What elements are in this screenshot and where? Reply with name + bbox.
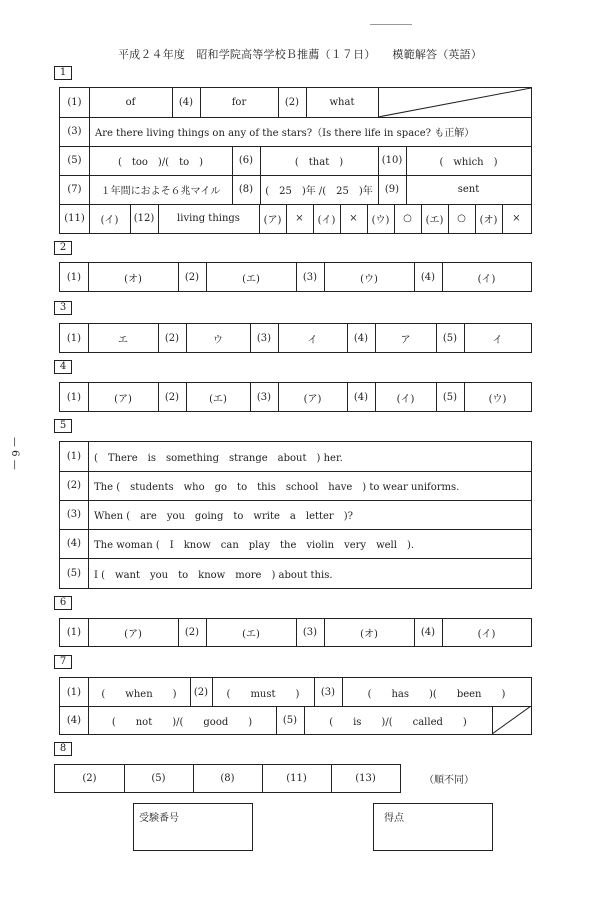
q6-label: (6) [238,155,254,166]
q3-label: (3) [67,126,82,137]
tf-b-answer: × [349,213,358,224]
s8-answer-4: (11) [286,773,307,784]
q8-answer: ( 25 )年 /( 25 )年 [265,186,373,197]
s3-q1-label: (1) [66,332,82,344]
q2-label: (2) [284,97,300,108]
s3-q5-answer: イ [492,334,503,346]
exam-number-label: 受験番号 [139,813,179,824]
s7-q5-answer: ( is )/( called ) [329,716,467,728]
q12-label: (12) [133,213,155,224]
s2-q4-answer: (イ) [477,273,496,285]
s3-q1-answer: エ [118,334,128,346]
s3-q3-answer: イ [307,334,318,346]
tf-b-label: (イ) [317,215,336,226]
s7-q2-label: (2) [193,686,209,698]
q11-answer: (イ) [100,215,119,226]
tf-e-label: (オ) [479,215,498,226]
s2-q2-label: (2) [184,271,200,283]
q1-label: (1) [67,97,82,108]
q4-label: (4) [178,97,194,108]
section-7-answer-table [59,677,532,735]
s6-q3-answer: (オ) [360,629,378,640]
s2-q3-answer: (ウ) [360,273,378,285]
q11-label: (11) [64,213,85,224]
s6-q2-label: (2) [184,627,200,638]
blank-cell-diagonal [378,88,531,117]
s5-q5-answer: I ( want you to know more ) about this. [94,569,333,581]
s4-q3-label: (3) [256,391,272,403]
s2-q2-answer: (エ) [242,273,260,285]
s5-q4-label: (4) [66,538,82,549]
s7-q2-answer: ( must ) [226,688,300,700]
s3-q5-label: (5) [442,332,458,344]
s5-q1-answer: ( There is something strange about ) her. [94,453,343,464]
score-label: 得点 [384,813,404,824]
s3-q4-label: (4) [353,332,369,344]
s6-q3-label: (3) [302,627,318,638]
s5-q1-label: (1) [66,451,82,462]
s7-q4-answer: ( not )/( good ) [111,716,253,728]
s4-q2-answer: (エ) [209,393,227,405]
s3-q2-answer: ウ [213,334,223,346]
top-rule [370,24,412,25]
s4-q3-answer: (ア) [303,393,322,405]
s4-q4-answer: (イ) [396,393,415,405]
s7-q5-label: (5) [282,714,298,726]
q3-answer: Are there living things on any of the stars?（Is there life in space? も正解） [95,128,475,139]
q10-label: (10) [381,155,403,166]
q9-label: (9) [384,184,400,195]
page-number: — 6 — [9,437,20,470]
s3-q3-label: (3) [256,332,272,344]
s6-q4-label: (4) [420,627,436,638]
s4-q2-label: (2) [164,391,180,403]
page-title: 平成２４年度 昭和学院高等学校Ｂ推薦（１７日） 模範解答（英語） [117,48,483,61]
s2-q3-label: (3) [302,271,318,283]
section-number-8: 8 [54,742,72,756]
s6-q2-answer: (エ) [242,629,260,640]
section-number-2: 2 [54,241,72,255]
s5-q3-label: (3) [66,509,82,520]
order-note: （順不同） [424,775,474,786]
s5-q3-answer: When ( are you going to write a letter )? [94,511,353,522]
score-box [373,803,493,851]
section-number-6: 6 [54,596,72,610]
s4-q1-label: (1) [66,391,82,403]
section-1-answer-table [59,87,532,234]
q6-answer: ( that ) [294,157,344,168]
tf-a-label: (ア) [263,215,282,226]
tf-d-answer: ○ [457,213,466,224]
q7-label: (7) [67,184,82,195]
s5-q2-label: (2) [66,480,82,491]
blank-cell-diagonal [492,706,531,734]
s4-q1-answer: (ア) [114,393,132,405]
section-number-5: 5 [54,419,72,433]
s7-q1-answer: ( when ) [101,688,177,700]
section-4-answer-table [59,382,532,412]
q4-answer: for [231,97,247,108]
tf-a-answer: × [295,213,304,224]
s6-q1-label: (1) [66,627,82,638]
s8-answer-2: (5) [151,773,166,784]
section-3-answer-table [59,323,532,353]
s8-answer-1: (2) [82,773,97,784]
q5-label: (5) [67,155,82,166]
section-number-3: 3 [54,301,72,315]
q7-answer: １年間におよそ６兆マイル [100,186,221,197]
s7-q3-label: (3) [320,686,336,698]
s5-q2-answer: The ( students who go to this school have ) to wear uniforms. [94,482,460,493]
s6-q4-answer: (イ) [477,629,496,640]
q12-answer: living things [177,213,240,224]
s5-q5-label: (5) [66,567,82,579]
tf-c-answer: ○ [403,213,412,224]
section-number-1: 1 [54,66,72,80]
s3-q2-label: (2) [164,332,180,344]
s8-answer-5: (13) [355,773,376,784]
section-2-answer-table [59,262,532,292]
exam-number-box [133,803,253,851]
s3-q4-answer: ア [400,334,411,346]
q9-answer: sent [457,184,480,195]
s7-q1-label: (1) [66,686,82,698]
tf-c-label: (ウ) [371,215,390,226]
q5-answer: ( too )/( to ) [117,157,204,168]
tf-e-answer: × [512,213,521,224]
s2-q1-label: (1) [66,271,82,283]
tf-d-label: (エ) [425,215,444,226]
s5-q4-answer: The woman ( I know can play the violin very well ). [94,540,415,551]
s7-q4-label: (4) [66,714,82,726]
s7-q3-answer: ( has )( been ) [367,688,506,700]
q1-answer: of [125,97,136,108]
s4-q5-answer: (ウ) [488,393,507,405]
section-5-answer-table [59,441,532,589]
s6-q1-answer: (ア) [124,629,142,640]
q8-label: (8) [238,184,254,195]
section-6-answer-table [59,618,532,647]
s4-q5-label: (5) [442,391,458,403]
s4-q4-label: (4) [353,391,369,403]
section-number-7: 7 [54,655,72,669]
s8-answer-3: (8) [220,773,235,784]
s2-q1-answer: (オ) [124,273,142,285]
s2-q4-label: (4) [420,271,436,283]
section-number-4: 4 [54,360,72,374]
q10-answer: ( which ) [439,157,498,168]
section-8-answer-table [54,764,401,793]
q2-answer: what [329,97,355,108]
